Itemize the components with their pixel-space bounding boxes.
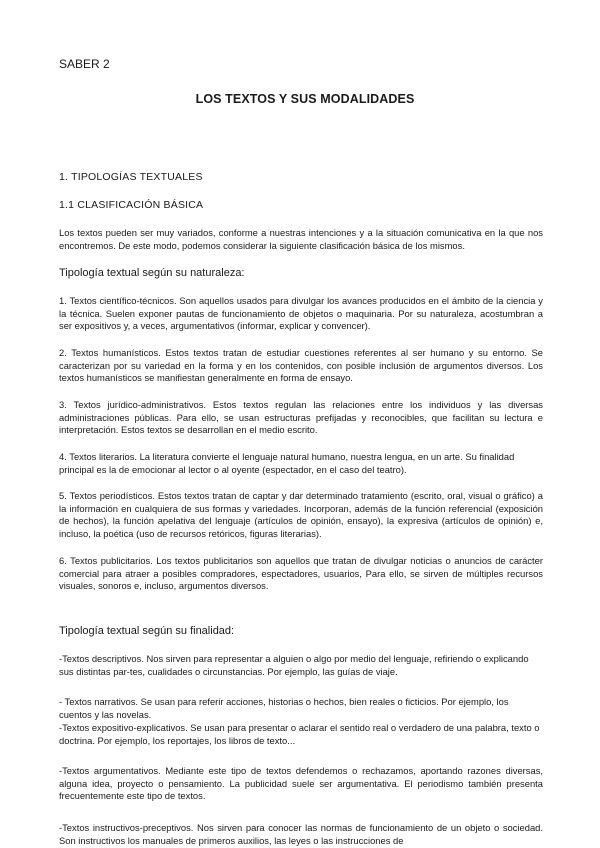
purpose-heading: Tipología textual según su finalidad: [59,625,235,637]
text-type-legal: 3. Textos jurídico-administrativos. Estos textos regulan las relaciones entre los individuos y las diversas administraciones públicas. Para ello, se usan estructuras prefijadas y reconocibles, que facilitan su lectura e interpretación. Estos textos se desarrollan en el medio escrito. [59,399,543,436]
subsection-heading: 1.1 CLASIFICACIÓN BÁSICA [59,199,204,211]
text-type-descriptive: -Textos descriptivos. Nos sirven para representar a alguien o algo por medio del lenguaje, refiriendo o explicando sus distintas par-tes, cualidades o circunstancias. Por ejemplo, las guías de viaje. [59,653,529,677]
document-title: LOS TEXTOS Y SUS MODALIDADES [195,92,415,106]
text-type-advertising: 6. Textos publicitarios. Los textos publicitarios son aquellos que tratan de divulgar noticias o anuncios de carácter comercial para atraer a posibles compradores, espectadores, usuarios, Para ello, se sirven de múltiples recursos visuales, sonoros e, incluso, argumentos diversos. [59,555,543,592]
text-type-journalistic: 5. Textos periodísticos. Estos textos tratan de captar y dar determinado tratamiento (escrito, oral, visual o gráfico) a la información en cualquiera de sus formas y variedades. Incorporan, además de la función referencial (exposición de hechos), la función apelativa del lenguaje (artículos de opinión, ensayo), la expresiva (artículos de opinión) e, incluso, la poética (uso de recursos retóricos, figuras literarias). [59,490,543,539]
text-type-narrative: - Textos narrativos. Se usan para referir acciones, historias o hechos, bien reales o ficticios. Por ejemplo, los cuentos y las novelas. [59,696,509,720]
text-type-instructive: -Textos instructivos-preceptivos. Nos sirven para conocer las normas de funcionamiento de un objeto o sociedad. Son instructivos los manuales de primeros auxilios, las leyes o las instrucciones de [59,822,543,846]
intro-paragraph: Los textos pueden ser muy variados, conforme a nuestras intenciones y a la situación comunicativa en la que nos encontremos. De este modo, podemos considerar la siguiente clasificación básica de los mismos. [59,227,543,251]
text-type-scientific: 1. Textos científico-técnicos. Son aquellos usados para divulgar los avances producidos en el ámbito de la ciencia y la técnica. Suelen exponer pautas de funcionamiento de objetos o maquinaria. Por su naturaleza, acostumbran a ser expositivos y, a veces, argumentativos (informar, explicar y convencer). [59,295,543,332]
text-type-argumentative: -Textos argumentativos. Mediante este tipo de textos defendemos o rechazamos, aportando razones diversas, alguna idea, proyecto o pensamiento. La publicidad suele ser argumentativa. El periodismo también presenta frecuentemente este tipo de textos. [59,765,543,802]
unit-label: SABER 2 [59,57,110,71]
nature-heading: Tipología textual según su naturaleza: [59,267,245,279]
section-heading: 1. TIPOLOGÍAS TEXTUALES [59,171,203,183]
text-type-expository: -Textos expositivo-explicativos. Se usan para presentar o aclarar el sentido real o verdadero de una palabra, texto o doctrina. Por ejemplo, los reportajes, los libros de texto... [59,722,540,746]
text-type-humanistic: 2. Textos humanísticos. Estos textos tratan de estudiar cuestiones referentes al ser humano y su entorno. Se caracterizan por su variedad en la forma y en los contenidos, con posible inclusión de argumentos diversos. Los textos humanísticos se manifiestan generalmente en forma de ensayo. [59,347,543,384]
text-type-literary: 4. Textos literarios. La literatura convierte el lenguaje natural humano, nuestra lengua, en un arte. Su finalidad principal es la de emocionar al lector o al oyente (espectador, en el caso del teatro). [59,451,515,475]
